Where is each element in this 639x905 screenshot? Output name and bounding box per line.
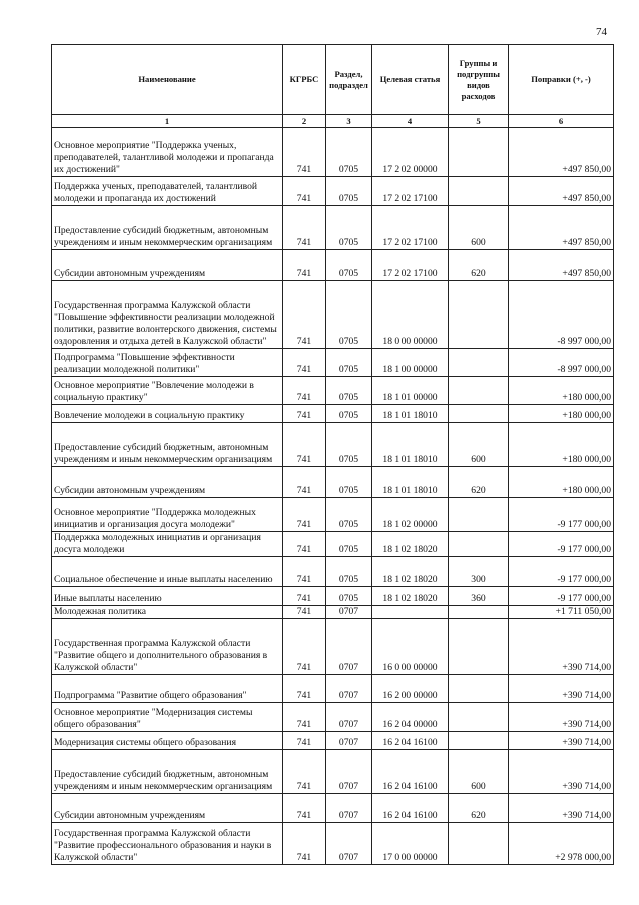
cell-kgrbs: 741: [283, 619, 326, 675]
table-row: [52, 823, 614, 865]
cell-kgrbs: 741: [283, 467, 326, 498]
cell-section: 0707: [326, 606, 372, 619]
cell-section: 0707: [326, 619, 372, 675]
cell-amount: -8 997 000,00: [509, 349, 614, 377]
cell-expense-group: [449, 177, 509, 206]
column-number: 4: [372, 115, 449, 128]
cell-target-article: 16 2 04 16100: [372, 732, 449, 750]
cell-target-article: [372, 606, 449, 619]
cell-section: 0705: [326, 250, 372, 281]
cell-amount: +390 714,00: [509, 732, 614, 750]
header-name: Наименование: [52, 45, 283, 115]
cell-name: Социальное обеспечение и иные выплаты населению: [52, 557, 283, 587]
cell-target-article: 18 1 02 18020: [372, 587, 449, 606]
cell-expense-group: 620: [449, 794, 509, 823]
cell-name: Основное мероприятие "Модернизация системы общего образования": [52, 703, 283, 732]
cell-name: Молодежная политика: [52, 606, 283, 619]
cell-target-article: 17 2 02 17100: [372, 177, 449, 206]
cell-section: 0705: [326, 405, 372, 423]
cell-expense-group: [449, 823, 509, 865]
table-row: [52, 675, 614, 703]
cell-kgrbs: 741: [283, 750, 326, 794]
cell-kgrbs: 741: [283, 405, 326, 423]
column-number: 1: [52, 115, 283, 128]
cell-expense-group: 300: [449, 557, 509, 587]
column-number: 2: [283, 115, 326, 128]
table-row: [52, 619, 614, 675]
cell-kgrbs: 741: [283, 349, 326, 377]
cell-name: Субсидии автономным учреждениям: [52, 794, 283, 823]
cell-name: Основное мероприятие "Поддержка ученых, преподавателей, талантливой молодежи и пропаганда их достижений": [52, 128, 283, 177]
table-row: [52, 405, 614, 423]
header-kgrbs: КГРБС: [283, 45, 326, 115]
cell-target-article: 17 2 02 17100: [372, 250, 449, 281]
cell-name: Основное мероприятие "Вовлечение молодежи в социальную практику": [52, 377, 283, 405]
cell-section: 0705: [326, 587, 372, 606]
header-target-article: Целевая статья: [372, 45, 449, 115]
cell-section: 0707: [326, 675, 372, 703]
cell-expense-group: [449, 619, 509, 675]
budget-table: [51, 44, 614, 865]
cell-target-article: 18 1 00 00000: [372, 349, 449, 377]
cell-expense-group: [449, 732, 509, 750]
cell-amount: +390 714,00: [509, 794, 614, 823]
cell-section: 0705: [326, 206, 372, 250]
table-row: [52, 281, 614, 349]
cell-amount: +497 850,00: [509, 250, 614, 281]
cell-amount: +2 978 000,00: [509, 823, 614, 865]
cell-section: 0705: [326, 532, 372, 557]
cell-amount: -9 177 000,00: [509, 557, 614, 587]
cell-amount: +390 714,00: [509, 750, 614, 794]
cell-section: 0705: [326, 557, 372, 587]
cell-expense-group: [449, 128, 509, 177]
cell-expense-group: 620: [449, 467, 509, 498]
table-row: [52, 377, 614, 405]
column-number: 5: [449, 115, 509, 128]
cell-target-article: 18 0 00 00000: [372, 281, 449, 349]
cell-target-article: 17 2 02 00000: [372, 128, 449, 177]
cell-section: 0707: [326, 750, 372, 794]
cell-expense-group: [449, 606, 509, 619]
table-row: [52, 250, 614, 281]
cell-name: Государственная программа Калужской области "Развитие профессионального образования и науки в Калужской области": [52, 823, 283, 865]
table-row: [52, 532, 614, 557]
cell-kgrbs: 741: [283, 703, 326, 732]
cell-section: 0705: [326, 423, 372, 467]
cell-expense-group: [449, 498, 509, 532]
table-row: [52, 423, 614, 467]
cell-section: 0705: [326, 467, 372, 498]
cell-name: Предоставление субсидий бюджетным, автономным учреждениям и иным некоммерческим организациям: [52, 423, 283, 467]
cell-expense-group: 600: [449, 423, 509, 467]
cell-kgrbs: 741: [283, 281, 326, 349]
table-row: [52, 128, 614, 177]
cell-amount: +390 714,00: [509, 619, 614, 675]
header-amendments: Поправки (+, -): [509, 45, 614, 115]
cell-name: Подпрограмма "Повышение эффективности реализации молодежной политики": [52, 349, 283, 377]
cell-amount: +180 000,00: [509, 423, 614, 467]
cell-kgrbs: 741: [283, 206, 326, 250]
cell-target-article: 18 1 02 18020: [372, 557, 449, 587]
cell-target-article: 16 2 00 00000: [372, 675, 449, 703]
cell-section: 0707: [326, 794, 372, 823]
cell-expense-group: 600: [449, 206, 509, 250]
cell-section: 0705: [326, 377, 372, 405]
cell-amount: -8 997 000,00: [509, 281, 614, 349]
cell-kgrbs: 741: [283, 177, 326, 206]
cell-amount: -9 177 000,00: [509, 532, 614, 557]
cell-expense-group: [449, 377, 509, 405]
cell-section: 0707: [326, 703, 372, 732]
cell-section: 0705: [326, 498, 372, 532]
table-row: [52, 606, 614, 619]
cell-kgrbs: 741: [283, 675, 326, 703]
cell-amount: +390 714,00: [509, 703, 614, 732]
cell-expense-group: 360: [449, 587, 509, 606]
cell-amount: +180 000,00: [509, 405, 614, 423]
table-row: [52, 703, 614, 732]
cell-kgrbs: 741: [283, 732, 326, 750]
cell-target-article: 18 1 01 18010: [372, 423, 449, 467]
cell-kgrbs: 741: [283, 128, 326, 177]
cell-amount: +497 850,00: [509, 177, 614, 206]
cell-expense-group: [449, 349, 509, 377]
cell-target-article: 16 2 04 16100: [372, 794, 449, 823]
cell-target-article: 18 1 01 18010: [372, 467, 449, 498]
table-row: [52, 587, 614, 606]
cell-amount: +390 714,00: [509, 675, 614, 703]
cell-target-article: 16 0 00 00000: [372, 619, 449, 675]
cell-name: Субсидии автономным учреждениям: [52, 250, 283, 281]
table-row: [52, 794, 614, 823]
cell-amount: -9 177 000,00: [509, 587, 614, 606]
table-row: [52, 349, 614, 377]
table-row: [52, 732, 614, 750]
cell-target-article: 16 2 04 00000: [372, 703, 449, 732]
cell-name: Иные выплаты населению: [52, 587, 283, 606]
cell-kgrbs: 741: [283, 423, 326, 467]
cell-section: 0705: [326, 281, 372, 349]
column-number-row: [52, 115, 614, 128]
header-section: Раздел, подраздел: [326, 45, 372, 115]
cell-target-article: 17 0 00 00000: [372, 823, 449, 865]
cell-name: Вовлечение молодежи в социальную практику: [52, 405, 283, 423]
table-row: [52, 750, 614, 794]
cell-name: Государственная программа Калужской области "Развитие общего и дополнительного образования в Калужской области": [52, 619, 283, 675]
cell-amount: +180 000,00: [509, 467, 614, 498]
cell-expense-group: [449, 532, 509, 557]
cell-kgrbs: 741: [283, 557, 326, 587]
cell-target-article: 18 1 02 00000: [372, 498, 449, 532]
cell-target-article: 16 2 04 16100: [372, 750, 449, 794]
cell-expense-group: 600: [449, 750, 509, 794]
table-row: [52, 206, 614, 250]
cell-kgrbs: 741: [283, 377, 326, 405]
cell-kgrbs: 741: [283, 250, 326, 281]
table-row: [52, 557, 614, 587]
cell-expense-group: [449, 281, 509, 349]
table-row: [52, 467, 614, 498]
cell-name: Поддержка молодежных инициатив и организация досуга молодежи: [52, 532, 283, 557]
table-row: [52, 498, 614, 532]
cell-target-article: 18 1 01 18010: [372, 405, 449, 423]
cell-name: Поддержка ученых, преподавателей, талантливой молодежи и пропаганда их достижений: [52, 177, 283, 206]
cell-expense-group: [449, 675, 509, 703]
cell-kgrbs: 741: [283, 532, 326, 557]
page-number: 74: [596, 26, 607, 38]
column-number: 3: [326, 115, 372, 128]
header-expense-groups: Группы и подгруппы видов расходов: [449, 45, 509, 115]
cell-kgrbs: 741: [283, 498, 326, 532]
cell-amount: +180 000,00: [509, 377, 614, 405]
cell-kgrbs: 741: [283, 794, 326, 823]
cell-section: 0707: [326, 823, 372, 865]
cell-target-article: 17 2 02 17100: [372, 206, 449, 250]
cell-expense-group: [449, 703, 509, 732]
cell-section: 0705: [326, 349, 372, 377]
cell-section: 0707: [326, 732, 372, 750]
table-row: [52, 177, 614, 206]
header-row: [52, 45, 614, 115]
cell-target-article: 18 1 01 00000: [372, 377, 449, 405]
column-number: 6: [509, 115, 614, 128]
cell-kgrbs: 741: [283, 606, 326, 619]
cell-amount: +497 850,00: [509, 206, 614, 250]
cell-amount: +497 850,00: [509, 128, 614, 177]
cell-amount: -9 177 000,00: [509, 498, 614, 532]
cell-section: 0705: [326, 177, 372, 206]
cell-expense-group: 620: [449, 250, 509, 281]
cell-name: Субсидии автономным учреждениям: [52, 467, 283, 498]
cell-expense-group: [449, 405, 509, 423]
cell-kgrbs: 741: [283, 823, 326, 865]
cell-kgrbs: 741: [283, 587, 326, 606]
cell-section: 0705: [326, 128, 372, 177]
cell-name: Предоставление субсидий бюджетным, автономным учреждениям и иным некоммерческим организациям: [52, 750, 283, 794]
cell-name: Предоставление субсидий бюджетным, автономным учреждениям и иным некоммерческим организациям: [52, 206, 283, 250]
cell-name: Модернизация системы общего образования: [52, 732, 283, 750]
cell-target-article: 18 1 02 18020: [372, 532, 449, 557]
cell-name: Основное мероприятие "Поддержка молодежных инициатив и организация досуга молодежи": [52, 498, 283, 532]
cell-name: Подпрограмма "Развитие общего образования": [52, 675, 283, 703]
cell-amount: +1 711 050,00: [509, 606, 614, 619]
cell-name: Государственная программа Калужской области "Повышение эффективности реализации молодежной политики, развитие волонтерского движения, системы оздоровления и отдыха детей в Калужской области": [52, 281, 283, 349]
